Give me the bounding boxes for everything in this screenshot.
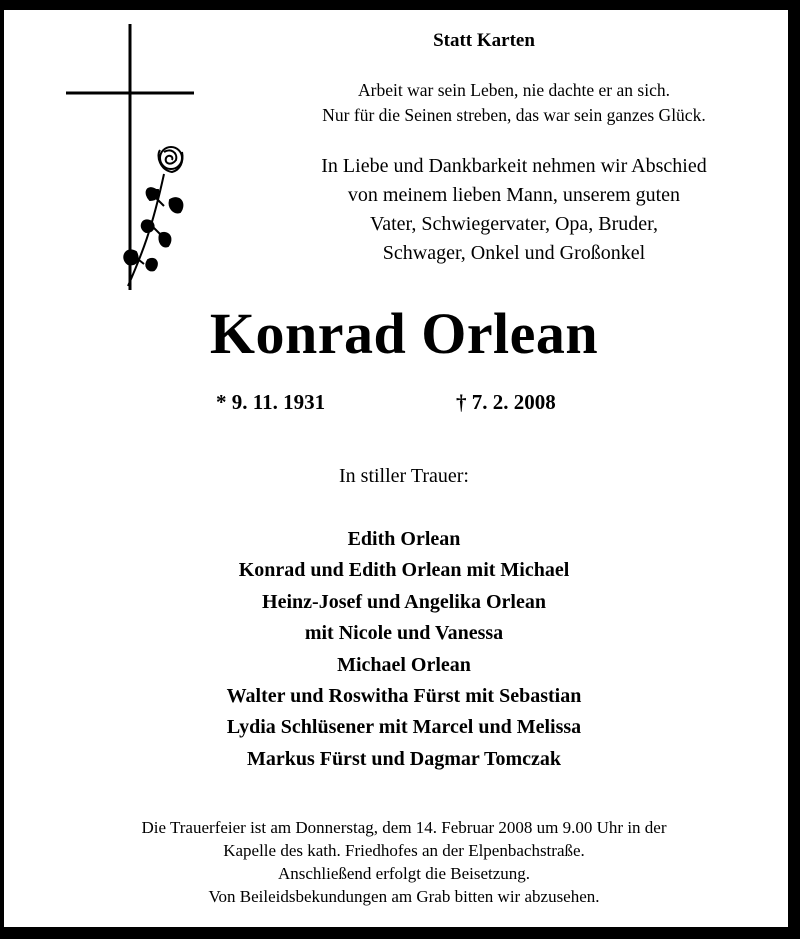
family-line: Markus Fürst und Dagmar Tomczak — [246, 747, 562, 770]
intro-line: Schwager, Onkel und Großonkel — [382, 242, 646, 264]
service-line: Kapelle des kath. Friedhofes an der Elpenbachstraße. — [223, 841, 585, 860]
deceased-name: Konrad Orlean — [209, 301, 599, 366]
mourning-heading: In stiller Trauer: — [339, 465, 469, 487]
service-line: Von Beileidsbekundungen am Grab bitten wir abzusehen. — [208, 887, 600, 906]
intro-line: von meinem lieben Mann, unserem guten — [347, 184, 681, 206]
intro-line: In Liebe und Dankbarkeit nehmen wir Abschied — [321, 155, 707, 177]
death-date: † 7. 2. 2008 — [456, 390, 556, 414]
birth-date: * 9. 11. 1931 — [216, 390, 326, 414]
family-line: Edith Orlean — [347, 528, 461, 550]
family-line: Konrad und Edith Orlean mit Michael — [238, 559, 570, 582]
family-line: Lydia Schlüsener mit Marcel und Melissa — [226, 716, 582, 739]
family-line: Michael Orlean — [337, 653, 471, 676]
motto-line: Arbeit war sein Leben, nie dachte er an sich. — [358, 80, 670, 100]
motto-verse — [244, 78, 784, 128]
family-list — [104, 524, 704, 775]
family-line: Walter und Roswitha Fürst mit Sebastian — [226, 685, 582, 708]
family-line: Heinz-Josef und Angelika Orlean — [262, 590, 546, 613]
header-text: Statt Karten — [433, 30, 535, 51]
rose-icon — [124, 147, 182, 286]
family-line: mit Nicole und Vanessa — [304, 622, 504, 645]
intro-line: Vater, Schwiegervater, Opa, Bruder, — [369, 213, 659, 235]
cross-icon — [56, 24, 196, 294]
service-line: Anschließend erfolgt die Beisetzung. — [277, 864, 531, 883]
service-info — [24, 816, 784, 908]
motto-line: Nur für die Seinen streben, das war sein ganzes Glück. — [322, 105, 706, 125]
intro-text — [244, 152, 784, 268]
service-line: Die Trauerfeier ist am Donnerstag, dem 14. Februar 2008 um 9.00 Uhr in der — [141, 818, 667, 837]
